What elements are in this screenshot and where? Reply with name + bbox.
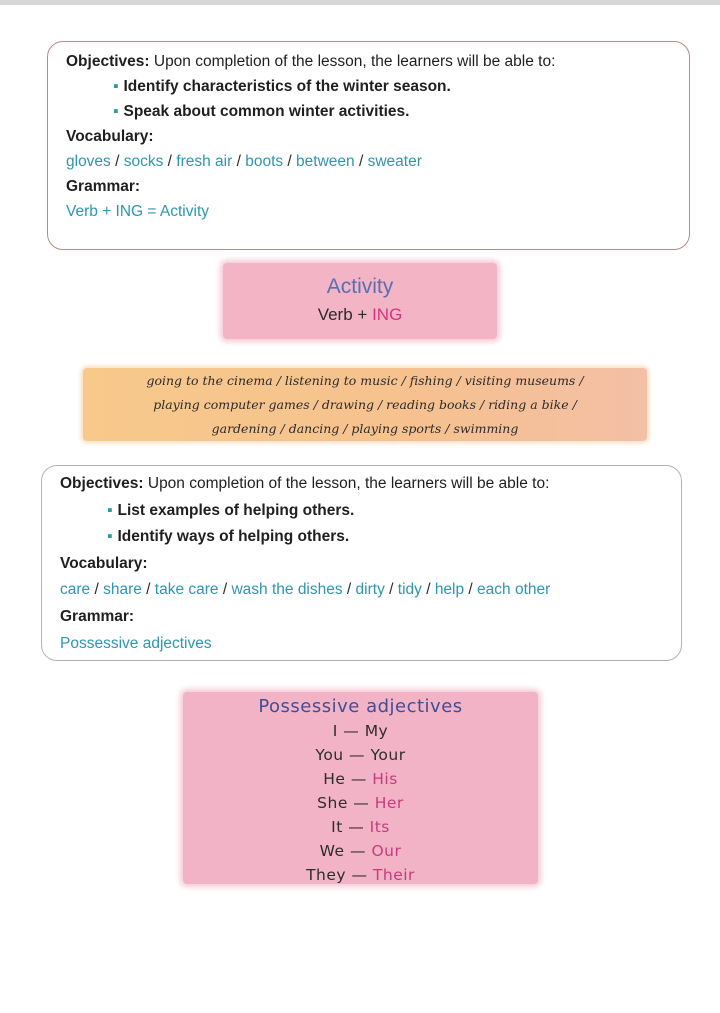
pronoun: I — [332, 722, 365, 740]
top-border-bar [0, 0, 720, 5]
lesson-objectives-card-helping [41, 465, 682, 661]
possessive-row [183, 863, 538, 887]
objective-bullet: ▪ Identify characteristics of the winter season. [113, 78, 451, 95]
possessive-adjective: Our [371, 842, 402, 860]
grammar-label: Grammar: [66, 178, 141, 195]
separator: / [421, 581, 435, 599]
vocabulary-word: between [296, 153, 355, 170]
vocabulary-word: boots [245, 153, 284, 170]
pronoun: You — [315, 746, 371, 764]
possessive-adjectives-box [183, 692, 538, 884]
possessive-rows [183, 719, 538, 887]
possessive-adjective: My [364, 722, 389, 740]
pronoun: He — [323, 770, 373, 788]
possessive-row [183, 743, 538, 767]
vocabulary-label: Vocabulary: [66, 128, 154, 145]
pronoun: We — [319, 842, 372, 860]
objectives-text: Upon completion of the lesson, the learners will be able to: [149, 53, 556, 70]
separator: / [354, 153, 368, 170]
possessive-row [183, 719, 538, 743]
vocabulary-word: each other [477, 581, 551, 599]
objectives-label: Objectives: [60, 475, 144, 492]
ing-suffix: ING [372, 305, 403, 324]
vocabulary-list [60, 577, 663, 604]
separator: / [464, 581, 478, 599]
vocabulary-word: fresh air [176, 153, 233, 170]
possessive-adjective: Your [370, 746, 406, 764]
objectives-label: Objectives: [66, 53, 150, 70]
possessive-adjective: His [372, 770, 398, 788]
grammar-text: Verb + ING = Activity [66, 203, 210, 220]
bullet-icon: ▪ [107, 528, 113, 546]
separator: / [232, 153, 246, 170]
bullet-icon: ▪ [113, 78, 119, 95]
pronoun: She — [317, 794, 375, 812]
objective-bullet: ▪ Speak about common winter activities. [113, 103, 410, 120]
vocabulary-label: Vocabulary: [60, 554, 148, 572]
possessive-adjective: Its [369, 818, 390, 836]
bullet-icon: ▪ [113, 103, 119, 120]
separator: / [110, 153, 124, 170]
objectives-line [66, 49, 671, 74]
activity-formula: Verb + ING [317, 305, 403, 324]
separator: / [218, 581, 232, 599]
pronoun: They — [306, 866, 373, 884]
vocabulary-word: dirty [355, 581, 385, 599]
activities-list-box [83, 368, 647, 441]
grammar-text: Possessive adjectives [60, 634, 212, 652]
grammar-label: Grammar: [60, 607, 135, 625]
objectives-line [60, 471, 663, 498]
vocabulary-word: tidy [397, 581, 422, 599]
possessive-row [183, 839, 538, 863]
bullet-icon: ▪ [107, 501, 113, 519]
activities-line: gardening / dancing / playing sports / swimming [211, 421, 519, 436]
separator: / [163, 153, 177, 170]
objective-bullet: ▪ List examples of helping others. [107, 501, 355, 519]
possessive-adjective: Her [374, 794, 404, 812]
separator: / [141, 581, 155, 599]
lesson-objectives-card-winter [47, 41, 690, 250]
activities-line: playing computer games / drawing / reading books / riding a bike / [153, 397, 577, 412]
vocabulary-word: help [434, 581, 465, 599]
objective-bullet: ▪ Identify ways of helping others. [107, 528, 350, 546]
possessive-title: Possessive adjectives [258, 696, 463, 717]
activities-line: going to the cinema / listening to music / fishing / visiting museums / [146, 373, 584, 388]
possessive-row [183, 791, 538, 815]
separator: / [90, 581, 104, 599]
vocabulary-word: sweater [367, 153, 422, 170]
possessive-adjective: Their [372, 866, 415, 884]
vocabulary-word: care [60, 581, 91, 599]
vocabulary-word: socks [123, 153, 164, 170]
separator: / [342, 581, 356, 599]
vocabulary-list [66, 149, 671, 174]
vocabulary-word: gloves [66, 153, 111, 170]
possessive-row [183, 767, 538, 791]
possessive-row [183, 815, 538, 839]
objectives-text: Upon completion of the lesson, the learners will be able to: [143, 475, 550, 492]
activity-title: Activity [326, 275, 394, 298]
vocabulary-word: take care [154, 581, 219, 599]
activity-box [223, 263, 497, 339]
vocabulary-word: share [103, 581, 142, 599]
pronoun: It — [331, 818, 370, 836]
separator: / [384, 581, 398, 599]
vocabulary-word: wash the dishes [231, 581, 343, 599]
separator: / [283, 153, 297, 170]
